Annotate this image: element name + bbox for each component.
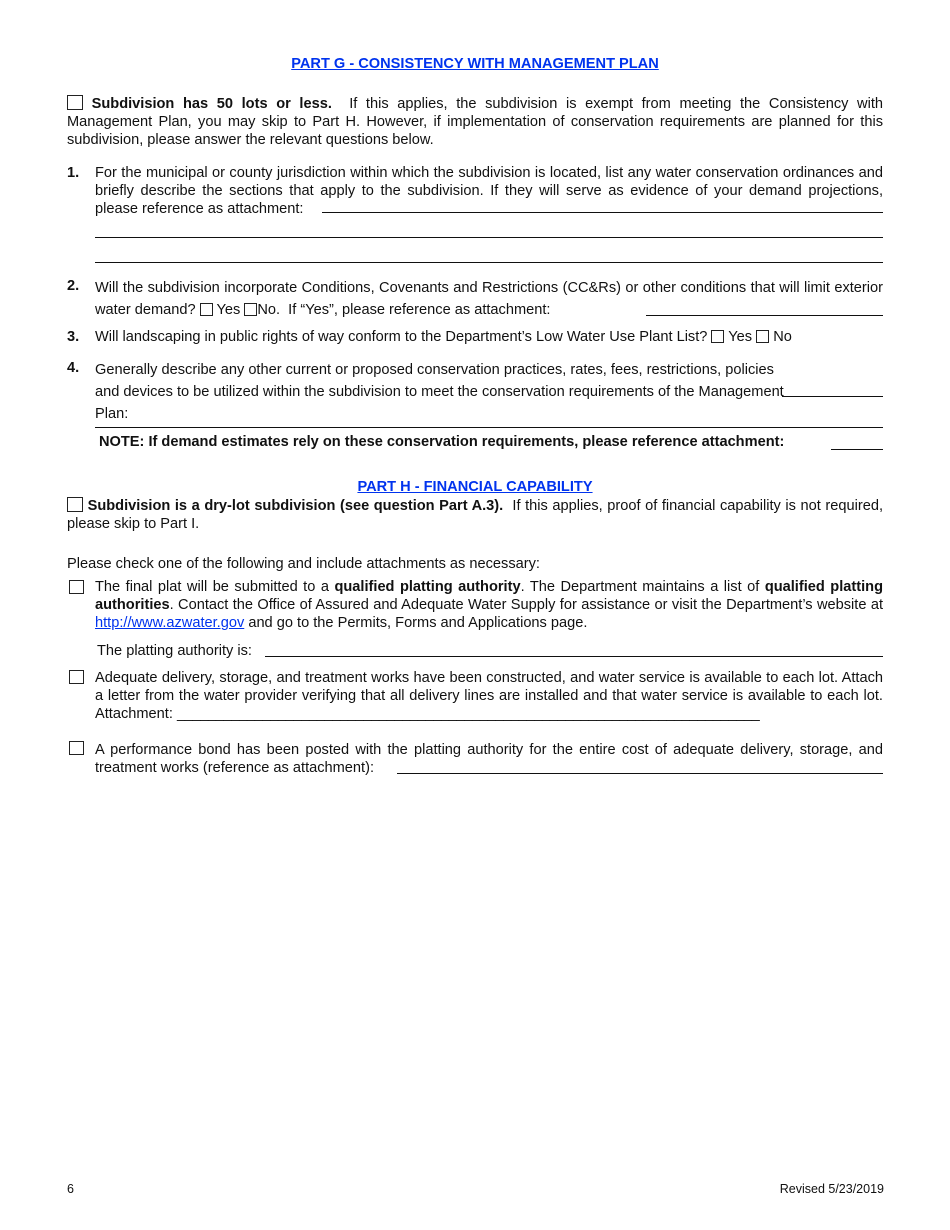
- option-platting-checkbox[interactable]: [69, 580, 84, 594]
- part-g-heading: PART G - CONSISTENCY WITH MANAGEMENT PLAN: [291, 56, 659, 72]
- q4-text: Generally describe any other current or proposed conservation practices, rates, fees, restrictions, policies and devices to be utilized within the subdivision to meet the conservation requirements of the Management Plan:: [95, 362, 784, 422]
- q3-text: Will landscaping in public rights of way conform to the Department’s Low Water Use Plant List? Yes No: [95, 329, 792, 345]
- exempt-checkbox[interactable]: [67, 95, 83, 110]
- q1-answer-line-2[interactable]: [95, 237, 883, 238]
- q4-answer-line[interactable]: [782, 396, 883, 397]
- q3-yes-label: Yes: [728, 329, 753, 345]
- option-bond-text: A performance bond has been posted with the platting authority for the entire cost of adequate delivery, storage, and treatment works (reference as attachment):: [95, 742, 883, 776]
- option-platting-text: The final plat will be submitted to a qualified platting authority. The Department maintains a list of qualified platting authorities. Contact the Office of Assured and Adequate Water Supply for assistance or visit the Department’s website at http://www.azwater.gov and go to the Permits, Forms and Applications page.: [95, 579, 883, 631]
- part-h-heading: PART H - FINANCIAL CAPABILITY: [357, 479, 593, 495]
- q3-number: 3.: [67, 329, 80, 345]
- option-bond-checkbox[interactable]: [69, 741, 84, 755]
- q1-answer-line-3[interactable]: [95, 262, 883, 263]
- q3-yes-checkbox[interactable]: [711, 330, 724, 343]
- option-delivery-checkbox[interactable]: [69, 670, 84, 684]
- conservation-note: NOTE: If demand estimates rely on these conservation requirements, please reference attachment:: [99, 434, 785, 450]
- q2-no-label: No.: [257, 302, 281, 318]
- q2-text: Will the subdivision incorporate Conditions, Covenants and Restrictions (CC&Rs) or other conditions that will limit exterior water demand? Yes No. If “Yes”, please reference as attachment:: [95, 280, 883, 318]
- azwater-link[interactable]: http://www.azwater.gov: [95, 615, 245, 631]
- q2-yes-checkbox[interactable]: [200, 303, 213, 316]
- q1-number: 1.: [67, 165, 80, 181]
- q4-number: 4.: [67, 360, 80, 376]
- q2-attachment-line[interactable]: [646, 315, 883, 316]
- check-instructions: Please check one of the following and include attachments as necessary:: [67, 556, 540, 572]
- q1-attachment-line[interactable]: [322, 212, 883, 213]
- exempt-paragraph: [67, 95, 883, 149]
- revised-date: Revised 5/23/2019: [779, 1182, 884, 1196]
- q4-answer-line-2[interactable]: [95, 427, 883, 428]
- bond-attachment-line[interactable]: [397, 773, 883, 774]
- q2-yes-label: Yes: [216, 302, 241, 318]
- dry-lot-label: Subdivision is a dry-lot subdivision (see question Part A.3).: [87, 498, 504, 514]
- note-attachment-line[interactable]: [831, 449, 883, 450]
- page-number: 6: [67, 1182, 74, 1196]
- dry-lot-paragraph: [67, 497, 883, 533]
- q2-no-checkbox[interactable]: [244, 303, 257, 316]
- platting-authority-label: The platting authority is:: [97, 643, 252, 659]
- q2-number: 2.: [67, 278, 80, 294]
- dry-lot-checkbox[interactable]: [67, 497, 83, 512]
- exempt-text: If this applies, the subdivision is exempt from meeting the Consistency with Management Plan, you may skip to Part H. However, if implementation of conservation requirements are planned for this subdivision, please answer the relevant questions below.: [67, 96, 884, 148]
- q3-no-checkbox[interactable]: [756, 330, 769, 343]
- delivery-attachment-blank[interactable]: ___________________________________________________________________________: [176, 706, 760, 722]
- dry-lot-text: If this applies, proof of financial capability is not required, please skip to Part I.: [67, 498, 883, 532]
- platting-authority-line[interactable]: [265, 656, 883, 657]
- q1-text: For the municipal or county jurisdiction within which the subdivision is located, list any water conservation ordinances and briefly describe the sections that apply to the subdivision. If they will serve as evidence of your demand projections, please reference as attachment:: [95, 165, 883, 217]
- exempt-label: Subdivision has 50 lots or less.: [91, 96, 332, 112]
- q3-no-label: No: [773, 329, 792, 345]
- option-delivery-text: Adequate delivery, storage, and treatment works have been constructed, and water service is available to each lot. Attach a letter from the water provider verifying that all delivery lines are installed and that water service is available to each lot. Attachment: ___________________________________________________________________________: [95, 670, 883, 722]
